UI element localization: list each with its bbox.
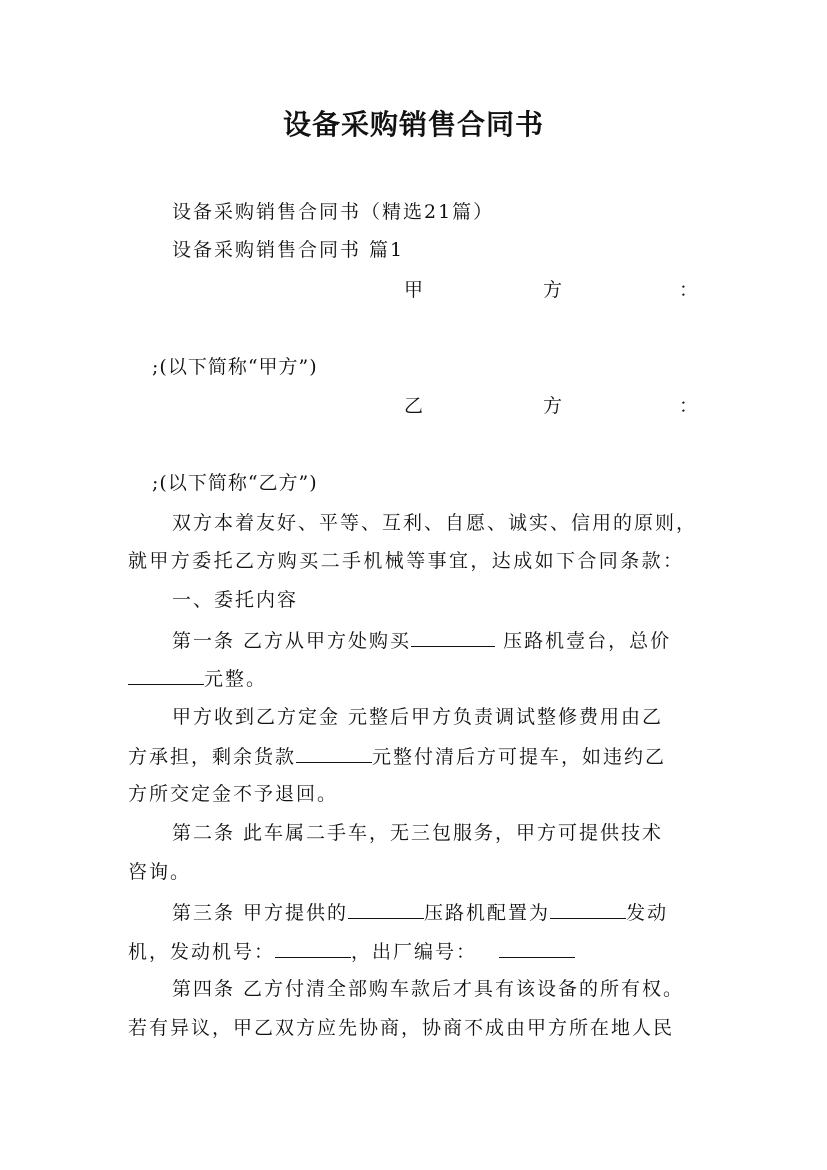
article-1-text: 元整。 (204, 668, 268, 690)
blank-field (411, 626, 495, 647)
blank-field (128, 664, 204, 685)
paragraph-line (128, 742, 666, 770)
subtitle: 设备采购销售合同书（精选21篇） (172, 201, 495, 223)
blank-field (550, 898, 626, 919)
blank-field (348, 898, 424, 919)
party-b-char-2: 方 (543, 395, 563, 417)
article-1-text: 第一条 乙方从甲方处购买 (172, 630, 412, 652)
party-a-char-1: 甲 (404, 279, 424, 301)
party-a-note: ;(以下简称“甲方”) (152, 356, 318, 378)
article-3-text: 发动 (626, 902, 669, 924)
blank-field (275, 937, 351, 958)
article-4-line-2: 若有异议，甲乙双方应先协商，协商不成由甲方所在地人民 (128, 1017, 675, 1039)
article-3-text: 压路机配置为 (424, 902, 551, 924)
article-3-text: ，出厂编号： (351, 941, 478, 963)
article-1-line-2 (128, 664, 267, 692)
article-3-text: 第三条 甲方提供的 (172, 902, 349, 924)
party-b-char-1: 乙 (404, 395, 424, 417)
party-a-colon: ： (679, 279, 699, 301)
article-1-text: 压路机壹台，总价 (495, 630, 672, 652)
party-b-colon: ： (679, 395, 699, 417)
blank-field (499, 937, 575, 958)
article-3-text: 机，发动机号： (128, 941, 276, 963)
blank-field (296, 742, 372, 763)
article-3-line-2 (128, 937, 575, 965)
article-2-line-2: 咨询。 (128, 861, 192, 883)
paragraph-line: 方所交定金不予退回。 (128, 783, 339, 805)
paragraph-line: 双方本着友好、平等、互利、自愿、诚实、信用的原则， (172, 512, 698, 534)
article-3-line (172, 898, 668, 926)
article-4-line: 第四条 乙方付清全部购车款后才具有该设备的所有权。 (172, 978, 685, 1000)
paragraph-text: 元整付清后方可提车，如违约乙 (372, 746, 667, 768)
document-title: 设备采购销售合同书 (282, 108, 544, 141)
party-b-note: ;(以下简称“乙方”) (152, 472, 318, 494)
paragraph-line: 甲方收到乙方定金 元整后甲方负责调试整修费用由乙 (172, 706, 664, 728)
article-2-line: 第二条 此车属二手车，无三包服务，甲方可提供技术 (172, 822, 664, 844)
section-heading: 设备采购销售合同书 篇1 (172, 239, 405, 261)
section-heading-1: 一、委托内容 (172, 589, 299, 611)
article-1-line (172, 626, 671, 654)
paragraph-line: 就甲方委托乙方购买二手机械等事宜，达成如下合同条款： (128, 550, 685, 572)
party-a-char-2: 方 (543, 279, 563, 301)
paragraph-text: 方承担，剩余货款 (128, 746, 297, 768)
